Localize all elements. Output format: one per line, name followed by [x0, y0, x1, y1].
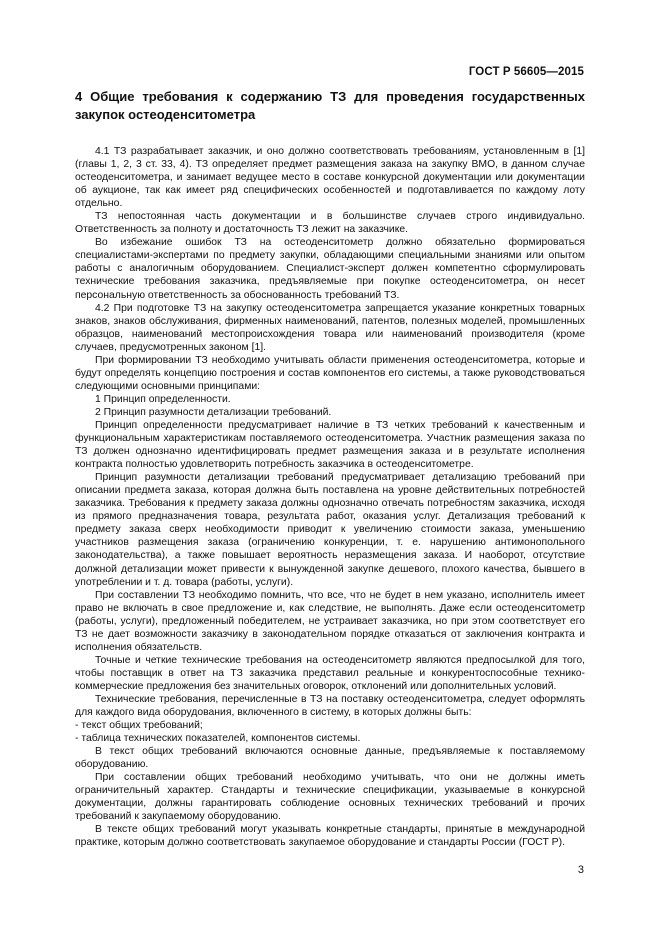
paragraph-tz-variable: ТЗ непостоянная часть документации и в большинстве случаев строго индивидуально. Ответственность за полноту и достаточность ТЗ лежит на заказчике. [75, 211, 585, 236]
paragraph-principles-intro: При формировании ТЗ необходимо учитывать области применения остеоденситометра, которые и будут определять концепцию построения и состав компонентов его системы, а также руководствоваться следующими основными принципами: [75, 354, 585, 392]
paragraph-omissions: При составлении ТЗ необходимо помнить, что все, что не будет в нем указано, исполнитель имеет право не включать в свое предложение и, как следствие, не выполнять. Даже если остеоденситометр (работы, услуги), предложенный победителем, не устраивает заказчика, но при этом соответствует его ТЗ не дает возможности заказчику в законодательном порядке отказаться от заключения контракта и исполнения обязательств. [75, 589, 585, 653]
list-item-principle-1: 1 Принцип определенности. [95, 393, 231, 405]
paragraph-technical-requirements: Технические требования, перечисленные в ТЗ на поставку остеоденситометра, следует оформлять для каждого вида оборудования, включенного в систему, в которых должны быть: [75, 693, 585, 719]
page-number: 3 [577, 864, 584, 876]
paragraph-expert: Во избежание ошибок ТЗ на остеоденситометр должно обязательно формироваться специалистами-экспертами по предмету закупки, обладающими специальными знаниями или опытом работы с аналогичным оборудованием. Специалист-эксперт должен компетентно сформулировать технические требования заказчика, предъявляемые при покупке остеоденситометра, он несет персональную ответственность за обоснованность требований ТЗ. [75, 237, 585, 301]
section-heading: 4 Общие требования к содержанию ТЗ для проведения государственных закупок остеоденситометра [75, 89, 585, 122]
paragraph-precise-requirements: Точные и четкие технические требования на остеоденситометр являются предпосылкой для того, чтобы поставщик в ответ на ТЗ заказчика представил реальные и конкурентоспособные технико-коммерческие предложения без значительных оговорок, отклонений или дополнительных условий. [75, 654, 585, 692]
list-item-principle-2: 2 Принцип разумности детализации требований. [95, 406, 332, 418]
paragraph-definiteness: Принцип определенности предусматривает наличие в ТЗ четких требований к качественным и функциональным характеристикам поставляемого остеоденситометра. Участник размещения заказа по ТЗ должен однозначно идентифицировать предмет размещения заказа и в результате исполнения контракта полностью удовлетворить потребность заказчика в остеоденситометре. [75, 419, 585, 471]
paragraph-non-restrictive: При составлении общих требований необходимо учитывать, что они не должны иметь ограничительный характер. Стандарты и технические спецификации, указываемые в конкурсной документации, должны гарантировать соблюдение основных технических требований и прочих требований к закупаемому оборудованию. [75, 772, 585, 823]
section-body [75, 145, 585, 850]
paragraph-general-text: В текст общих требований включаются основные данные, предъявляемые к поставляемому оборудованию. [75, 746, 585, 771]
list-item-general-text: - текст общих требований; [75, 720, 203, 732]
list-item-indicators-table: - таблица технических показателей, компонентов системы. [75, 733, 361, 745]
paragraph-reasonableness: Принцип разумности детализации требований предусматривает детализацию требований при описании предмета заказа, которая должна быть поставлена на уровне действительных потребностей заказчика. Требования к предмету заказа должны однозначно отвечать потребностям заказчика, исходя из прямого предназначения товара, результата работ, оказания услуг. Детализация требований к предмету заказа сверх необходимости приводит к увеличению стоимости заказа, уменьшению участников размещения заказа (ограничению конкуренции, т. е. нарушению антимонопольного законодательства), а также повышает вероятность неразмещения заказа. И наоборот, отсутствие должной детализации может привести к вынужденной закупке дешевого, плохого качества, бывшего в употреблении и т. д. товара (работы, услуги). [75, 472, 585, 588]
standard-code: ГОСТ Р 56605—2015 [468, 66, 584, 78]
paragraph-4-2: 4.2 При подготовке ТЗ на закупку остеоденситометра запрещается указание конкретных товарных знаков, знаков обслуживания, фирменных наименований, патентов, полезных моделей, промышленных образцов, наименований местопроисхождения товара или наименований производителя (кроме случаев, предусмотренных законом [1]. [75, 302, 585, 353]
paragraph-4-1: 4.1 ТЗ разрабатывает заказчик, и оно должно соответствовать требованиям, установленным в [1] (главы 1, 2, 3 ст. 33, 4). ТЗ определяет предмет размещения заказа на закупку ВМО, в данном случае остеоденситометра, и занимает ведущее место в составе конкурсной документации или документации об аукционе, так как имеет ряд специфических особенностей и подготавливается по каждому лоту отдельно. [75, 146, 585, 210]
paragraph-standards: В тексте общих требований могут указывать конкретные стандарты, принятые в международной практике, которым должно соответствовать закупаемое оборудование и стандарты России (ГОСТ Р). [75, 824, 585, 849]
